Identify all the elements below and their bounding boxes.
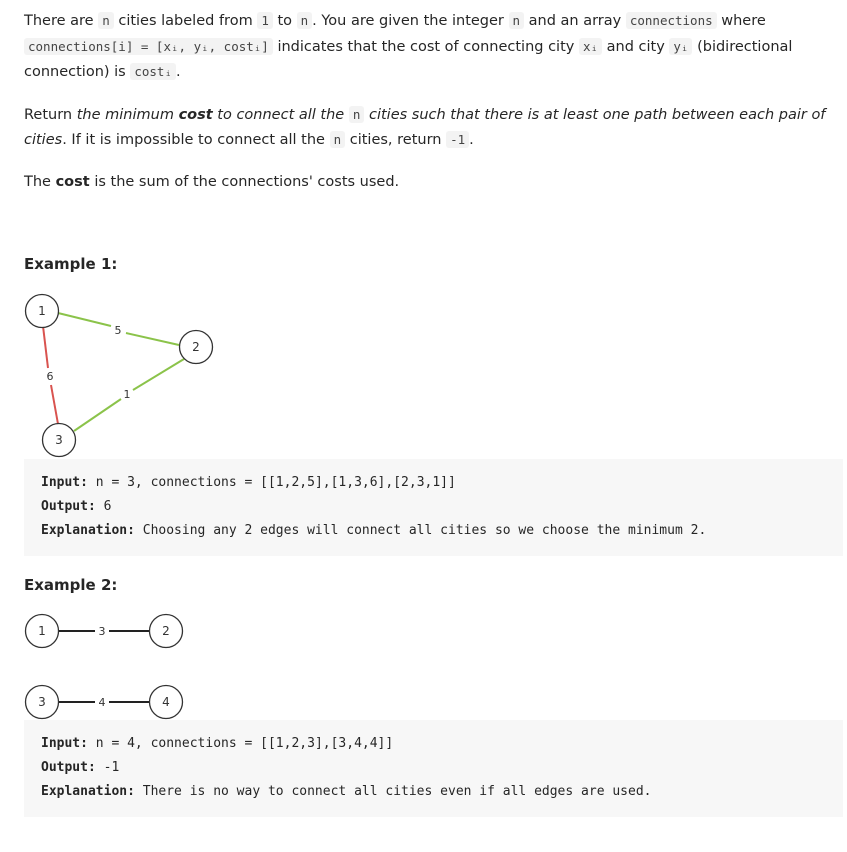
edge-label-4: 4 <box>98 696 106 709</box>
edge-1-3-a <box>43 326 48 368</box>
code-connections-i: connections[i] = [xᵢ, yᵢ, costᵢ] <box>24 38 273 55</box>
node-2-label: 2 <box>162 624 170 638</box>
code-costi: costᵢ <box>130 63 176 80</box>
code-n: n <box>349 106 365 123</box>
edge-1-2-b <box>126 333 179 345</box>
code-yi: yᵢ <box>669 38 692 55</box>
node-2-label: 2 <box>192 340 200 354</box>
example-1-title: Example 1: <box>24 255 118 273</box>
code-n: n <box>509 12 525 29</box>
node-1-label: 1 <box>38 304 46 318</box>
edge-label-5: 5 <box>114 324 122 337</box>
edge-1-2-a <box>58 313 111 326</box>
intro-line-1: There are n cities labeled from 1 to n . You are given the integer n and an array connections where <box>24 13 766 29</box>
code-connections: connections <box>626 12 717 29</box>
edge-label-3: 3 <box>98 625 106 638</box>
edge-2-3-b <box>133 359 184 390</box>
code-n: n <box>330 131 346 148</box>
cost-definition: The cost is the sum of the connections' costs used. <box>24 174 400 190</box>
edge-label-6: 6 <box>46 370 54 383</box>
code-neg1: -1 <box>446 131 469 148</box>
node-4-label: 4 <box>162 695 170 709</box>
node-3-label: 3 <box>55 433 63 447</box>
code-xi: xᵢ <box>579 38 602 55</box>
return-line-1: Return the minimum cost to connect all the n cities such that there is at least one path between each pair of <box>24 107 826 123</box>
node-3-label: 3 <box>38 695 46 709</box>
example-2-block: Input: n = 4, connections = [[1,2,3],[3,4,4]] Output: -1 Explanation: There is no way to connect all cities even if all edges are used. <box>24 720 843 817</box>
example-2-title: Example 2: <box>24 576 118 594</box>
code-one: 1 <box>257 12 273 29</box>
edge-1-3-b <box>51 385 58 424</box>
node-1-label: 1 <box>38 624 46 638</box>
edge-2-3-a <box>74 399 121 431</box>
example-1-block: Input: n = 3, connections = [[1,2,5],[1,3,6],[2,3,1]] Output: 6 Explanation: Choosing any 2 edges will connect all cities so we choose the minimum 2. <box>24 459 843 556</box>
edge-label-1: 1 <box>123 388 131 401</box>
intro-line-2: connections[i] = [xᵢ, yᵢ, costᵢ] indicates that the cost of connecting city xᵢ and city yᵢ (bidirectional <box>24 34 792 60</box>
return-line-2: cities. If it is impossible to connect all the n cities, return -1 . <box>24 132 474 148</box>
code-n: n <box>98 12 114 29</box>
example-2-graph <box>0 605 200 723</box>
code-n: n <box>297 12 313 29</box>
example-1-graph <box>0 285 240 460</box>
intro-line-3: connection) is costᵢ . <box>24 64 181 80</box>
